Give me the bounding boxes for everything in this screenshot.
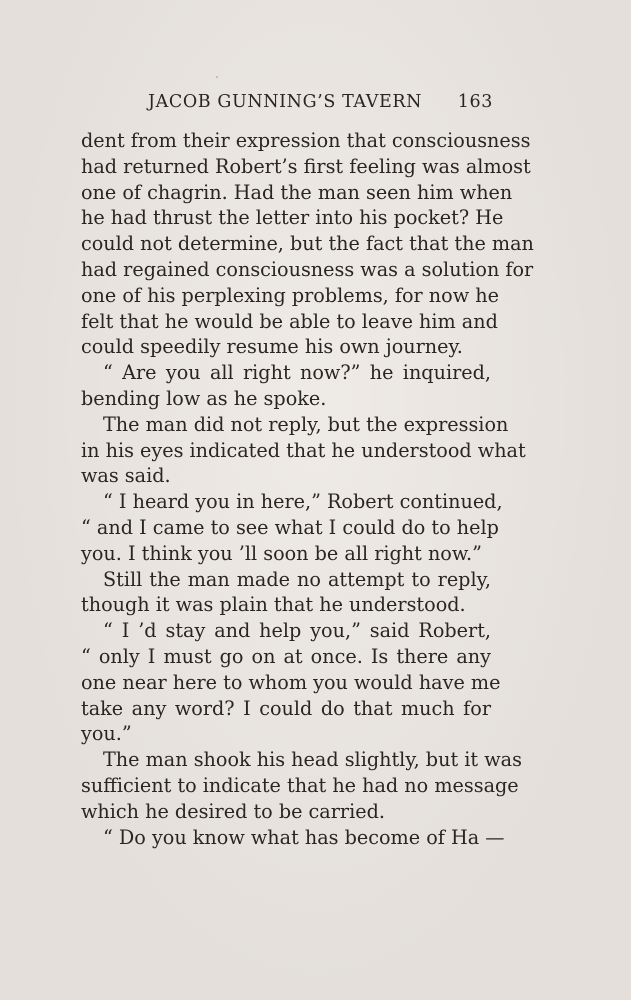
text-line: could not determine, but the fact that the man	[81, 232, 534, 256]
page-number: 163	[457, 92, 493, 112]
text-line: dent from their expression that consciousness	[81, 129, 531, 152]
text-line: “ I heard you in here,” Robert continued,	[103, 490, 503, 514]
text-line: Still the man made no attempt to reply,	[103, 567, 491, 591]
running-head-title: JACOB GUNNING’S TAVERN	[148, 92, 423, 112]
text-line: in his eyes indicated that he understood what	[81, 438, 526, 462]
body-text	[81, 128, 534, 850]
text-line: you. I think you ’ll soon be all right now.”	[81, 541, 482, 565]
text-line: felt that he would be able to leave him and	[81, 309, 498, 333]
page-speck	[216, 76, 218, 78]
running-head	[148, 92, 493, 116]
text-line: “ Are you all right now?” he inquired,	[103, 361, 491, 385]
text-line: could speedily resume his own journey.	[81, 335, 463, 359]
text-line: had returned Robert’s first feeling was almost	[81, 154, 531, 178]
text-line: “ and I came to see what I could do to help	[81, 515, 499, 539]
text-line: “ I ’d stay and help you,” said Robert,	[103, 619, 491, 643]
text-line: had regained consciousness was a solution for	[81, 257, 534, 281]
text-line: was said.	[81, 464, 171, 488]
text-line: he had thrust the letter into his pocket? He	[81, 206, 504, 230]
text-line: though it was plain that he understood.	[81, 593, 466, 617]
text-line: you.”	[81, 722, 132, 746]
text-line: one near here to whom you would have me	[81, 670, 501, 694]
text-line: The man shook his head slightly, but it was	[103, 748, 522, 772]
text-line: sufficient to indicate that he had no message	[81, 773, 519, 797]
text-line: which he desired to be carried.	[81, 799, 385, 823]
text-line: take any word? I could do that much for	[81, 696, 491, 720]
text-line: “ only I must go on at once. Is there any	[81, 644, 491, 668]
text-line: “ Do you know what has become of Ha —	[103, 825, 505, 849]
text-line: one of chagrin. Had the man seen him when	[81, 180, 513, 204]
text-line: bending low as he spoke.	[81, 386, 327, 410]
text-line: The man did not reply, but the expression	[103, 412, 509, 436]
text-line: one of his perplexing problems, for now he	[81, 283, 499, 307]
